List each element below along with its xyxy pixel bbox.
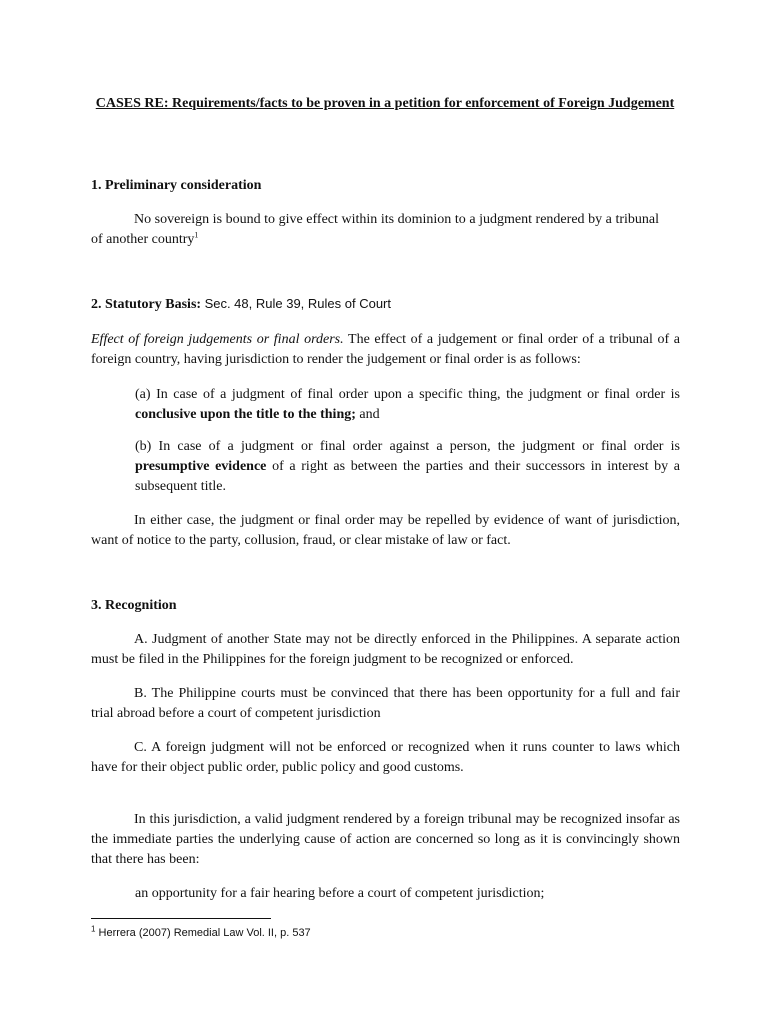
recognition-e: an opportunity for a fair hearing before a court of competent jurisdiction;: [135, 886, 545, 901]
section-1-text: No sovereign is bound to give effect within its dominion to a judgment rendered by a tribunal of another country: [91, 212, 659, 247]
section-1-paragraph: [91, 210, 659, 250]
clause-b-post: of a right as between the parties and their successors in interest by a subsequent title.: [135, 459, 680, 494]
clause-a-bold: conclusive upon the title to the thing;: [135, 407, 356, 422]
clause-b-text: (b) In case of a judgment or final order against a person, the judgment or final order is: [135, 439, 680, 454]
section-1-heading: 1. Preliminary consideration: [91, 178, 262, 193]
footnote-divider: [91, 918, 271, 919]
section-2-heading: [91, 296, 391, 313]
footnote-number: 1: [91, 924, 96, 934]
section-2-intro-italic: Effect of foreign judgements or final orders.: [91, 332, 344, 347]
document-title: CASES RE: Requirements/facts to be proven in a petition for enforcement of Foreign Judgement: [95, 96, 675, 111]
section-2-closing: In either case, the judgment or final order may be repelled by evidence of want of jurisdiction, want of notice to the party, collusion, fraud, or clear mistake of law or fact.: [91, 513, 680, 548]
clause-b: [135, 437, 680, 497]
section-3-heading: 3. Recognition: [91, 598, 177, 613]
clause-a: [135, 385, 680, 425]
recognition-c: C. A foreign judgment will not be enforced or recognized when it runs counter to laws which have for their object public order, public policy and good customs.: [91, 740, 680, 775]
clause-a-text: (a) In case of a judgment of final order upon a specific thing, the judgment or final order is: [135, 387, 680, 402]
section-2-label: 2. Statutory Basis:: [91, 297, 202, 312]
recognition-a: A. Judgment of another State may not be directly enforced in the Philippines. A separate action must be filed in the Philippines for the foreign judgment to be recognized or enforced.: [91, 632, 680, 667]
section-2-intro-rest: The effect of a judgement or final order of a tribunal of a foreign country, having jurisdiction to render the judgement or final order is as follows:: [91, 332, 680, 367]
section-2-intro: [91, 330, 680, 370]
clause-b-bold: presumptive evidence: [135, 459, 267, 474]
footnote-reference: 1: [194, 230, 199, 240]
footnote: [91, 924, 311, 939]
footnote-text: Herrera (2007) Remedial Law Vol. II, p. 537: [98, 927, 311, 939]
recognition-b: B. The Philippine courts must be convinced that there has been opportunity for a full and fair trial abroad before a court of competent jurisdiction: [91, 686, 680, 721]
clause-a-post: and: [359, 407, 380, 422]
section-2-reference: Sec. 48, Rule 39, Rules of Court: [204, 296, 391, 311]
recognition-d: In this jurisdiction, a valid judgment rendered by a foreign tribunal may be recognized insofar as the immediate parties the underlying cause of action are concerned so long as it is convincingly shown that there has been:: [91, 812, 680, 867]
